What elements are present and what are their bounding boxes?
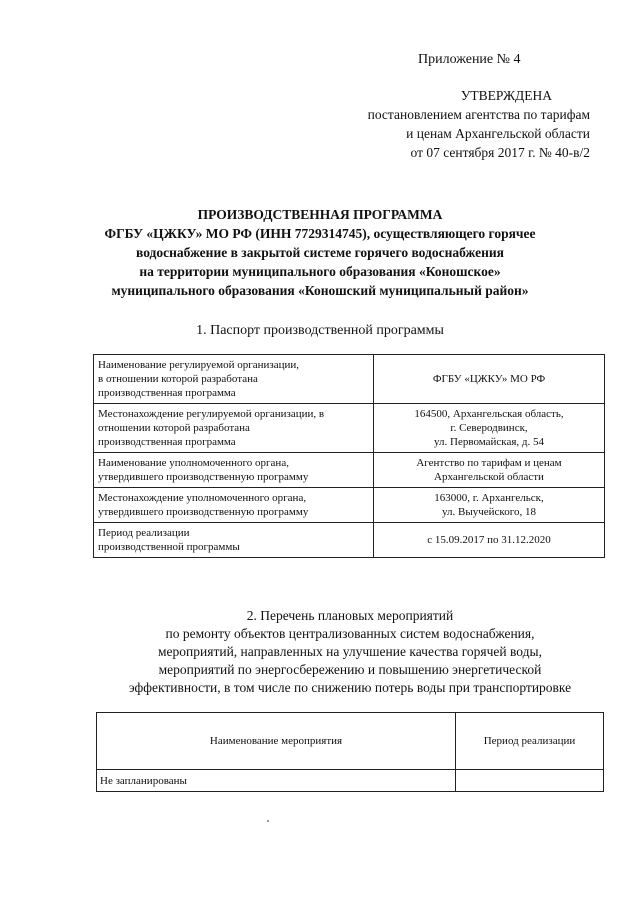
passport-label-line: производственной программы — [98, 541, 240, 553]
section-2-line-4: мероприятий по энергосбережению и повышению энергетической — [158, 662, 542, 677]
section-2-line-1: 2. Перечень плановых мероприятий — [246, 608, 454, 623]
passport-value-cell — [374, 355, 605, 404]
table-row — [94, 404, 605, 453]
passport-label-line: отношении которой разработана — [98, 422, 250, 434]
passport-label-line: Наименование уполномоченного органа, — [98, 457, 289, 469]
passport-value-line: Архангельской области — [434, 471, 544, 483]
passport-value-cell — [374, 523, 605, 558]
passport-value-cell — [374, 453, 605, 488]
passport-label-line: Местонахождение регулируемой организации, в — [98, 408, 325, 420]
title-line-3: водоснабжение в закрытой системе горячего водоснабжения — [136, 245, 504, 260]
passport-value-line: с 15.09.2017 по 31.12.2020 — [427, 534, 551, 546]
passport-label-line: производственная программа — [98, 436, 236, 448]
approved-line-2: и ценам Архангельской области — [406, 126, 590, 141]
passport-value-line: 164500, Архангельская область, — [414, 408, 564, 420]
approval-block — [368, 86, 590, 162]
passport-value-line: ул. Первомайская, д. 54 — [434, 436, 544, 448]
passport-label-cell — [94, 488, 374, 523]
passport-label-cell — [94, 453, 374, 488]
section-2-heading — [90, 607, 610, 697]
title-line-1: ПРОИЗВОДСТВЕННАЯ ПРОГРАММА — [197, 207, 443, 222]
approved-label: УТВЕРЖДЕНА — [460, 88, 552, 103]
document-title — [40, 205, 600, 300]
table-cell-period — [456, 770, 604, 792]
passport-label-line: утвердившего производственную программу — [98, 506, 309, 518]
title-line-2: ФГБУ «ЦЖКУ» МО РФ (ИНН 7729314745), осуществляющего горячее — [104, 226, 536, 241]
passport-table — [93, 354, 605, 558]
passport-value-line: Агентство по тарифам и ценам — [416, 457, 562, 469]
table-row — [94, 355, 605, 404]
title-line-4: на территории муниципального образования «Коношское» — [139, 264, 501, 279]
passport-label-line: производственная программа — [98, 387, 236, 399]
passport-label-line: Местонахождение уполномоченного органа, — [98, 492, 307, 504]
table-row — [94, 488, 605, 523]
table-row — [97, 770, 604, 792]
section-1-heading: 1. Паспорт производственной программы — [196, 323, 444, 338]
section-2-line-3: мероприятий, направленных на улучшение качества горячей воды, — [158, 644, 542, 659]
title-line-5: муниципального образования «Коношский муниципальный район» — [111, 283, 529, 298]
passport-value-line: ул. Выучейского, 18 — [442, 506, 536, 518]
section-2-line-5: эффективности, в том числе по снижению потерь воды при транспортировке — [128, 680, 572, 695]
approved-line-3: от 07 сентября 2017 г. № 40-в/2 — [410, 145, 590, 160]
passport-label-line: в отношении которой разработана — [98, 373, 258, 385]
appendix-number: Приложение № 4 — [418, 52, 521, 67]
passport-label-line: утвердившего производственную программу — [98, 471, 309, 483]
passport-value-line: г. Северодвинск, — [450, 422, 528, 434]
table-row — [94, 453, 605, 488]
section-2-line-2: по ремонту объектов централизованных систем водоснабжения, — [165, 626, 535, 641]
passport-value-line: ФГБУ «ЦЖКУ» МО РФ — [432, 373, 546, 385]
table-row — [94, 523, 605, 558]
scan-speck — [267, 820, 269, 822]
passport-value-cell — [374, 488, 605, 523]
passport-value-cell — [374, 404, 605, 453]
passport-value-line: 163000, г. Архангельск, — [434, 492, 544, 504]
approved-line-1: постановлением агентства по тарифам — [367, 107, 590, 122]
events-table — [96, 712, 604, 792]
table-cell-event: Не запланированы — [97, 770, 456, 792]
column-header-period: Период реализации — [456, 713, 604, 770]
passport-label-cell — [94, 355, 374, 404]
column-header-event: Наименование мероприятия — [97, 713, 456, 770]
table-header-row — [97, 713, 604, 770]
passport-label-cell — [94, 523, 374, 558]
passport-label-cell — [94, 404, 374, 453]
passport-label-line: Наименование регулируемой организации, — [98, 359, 300, 371]
passport-label-line: Период реализации — [98, 527, 190, 539]
